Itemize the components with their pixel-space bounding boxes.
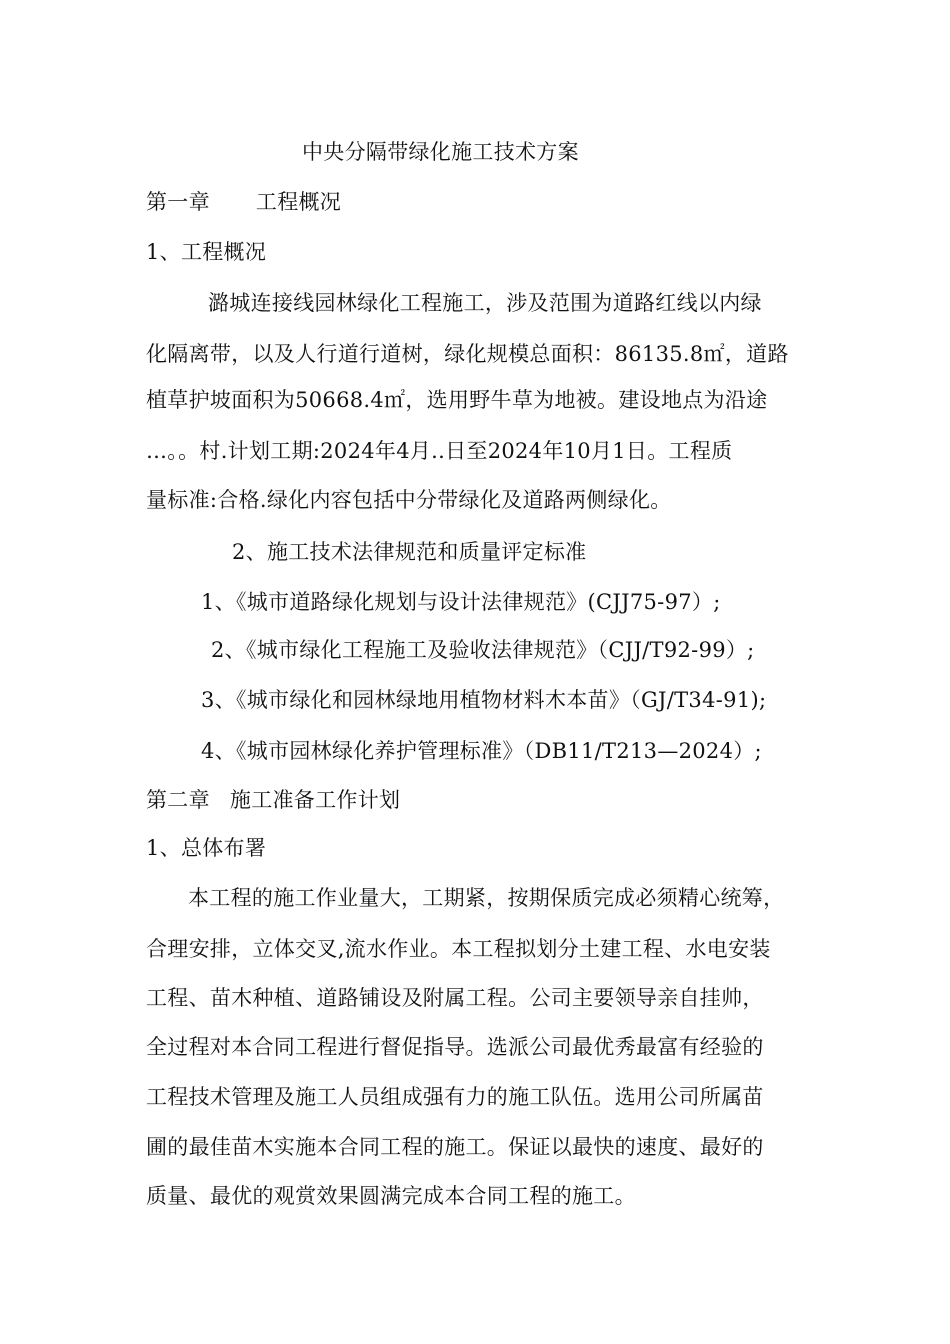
section-1-1-heading: 1、工程概况 bbox=[146, 240, 267, 264]
paragraph-1-line: 化隔离带，以及人行道行道树，绿化规模总面积：86135.8㎡，道路 bbox=[146, 342, 789, 366]
paragraph-1-line: 量标准:合格.绿化内容包括中分带绿化及道路两侧绿化。 bbox=[146, 488, 672, 512]
paragraph-2-line: 工程、苗木种植、道路铺设及附属工程。公司主要领导亲自挂帅， bbox=[146, 986, 764, 1010]
paragraph-2-line: 本工程的施工作业量大，工期紧，按期保质完成必须精心统筹， bbox=[188, 886, 785, 910]
paragraph-1-line: 潞城连接线园林绿化工程施工，涉及范围为道路红线以内绿 bbox=[208, 291, 762, 315]
chapter-2-label: 第二章 bbox=[146, 788, 210, 812]
paragraph-1-line: 植草护坡面积为50668.4㎡，选用野牛草为地被。建设地点为沿途 bbox=[146, 388, 768, 412]
paragraph-1-line: …。。村.计划工期:2024年4月..日至2024年10月1日。工程质 bbox=[146, 439, 733, 463]
standard-item: 3、《城市绿化和园林绿地用植物材料木本苗》（GJ/T34-91); bbox=[201, 688, 767, 712]
document-title: 中央分隔带绿化施工技术方案 bbox=[302, 140, 579, 164]
chapter-1-heading bbox=[146, 187, 341, 217]
chapter-2-heading bbox=[146, 785, 400, 815]
paragraph-2-line: 合理安排，立体交叉,流水作业。本工程拟划分土建工程、水电安装 bbox=[146, 937, 771, 961]
paragraph-2-line: 全过程对本合同工程进行督促指导。选派公司最优秀最富有经验的 bbox=[146, 1035, 764, 1059]
paragraph-2-line: 质量、最优的观赏效果圆满完成本合同工程的施工。 bbox=[146, 1184, 636, 1208]
section-2-1-heading: 1、总体布署 bbox=[146, 836, 267, 860]
paragraph-2-line: 圃的最佳苗木实施本合同工程的施工。保证以最快的速度、最好的 bbox=[146, 1135, 764, 1159]
standard-item: 1、《城市道路绿化规划与设计法律规范》(CJJ75-97）; bbox=[201, 590, 721, 614]
chapter-2-title: 施工准备工作计划 bbox=[229, 788, 401, 812]
standard-item: 2、《城市绿化工程施工及验收法律规范》（CJJ/T92-99）; bbox=[211, 638, 755, 662]
standard-item: 4、《城市园林绿化养护管理标准》（DB11/T213—2024）; bbox=[201, 739, 762, 763]
chapter-1-label: 第一章 bbox=[146, 190, 210, 214]
section-1-2-heading: 2、施工技术法律规范和质量评定标准 bbox=[232, 540, 587, 564]
paragraph-2-line: 工程技术管理及施工人员组成强有力的施工队伍。选用公司所属苗 bbox=[146, 1085, 764, 1109]
chapter-1-title: 工程概况 bbox=[255, 190, 342, 214]
